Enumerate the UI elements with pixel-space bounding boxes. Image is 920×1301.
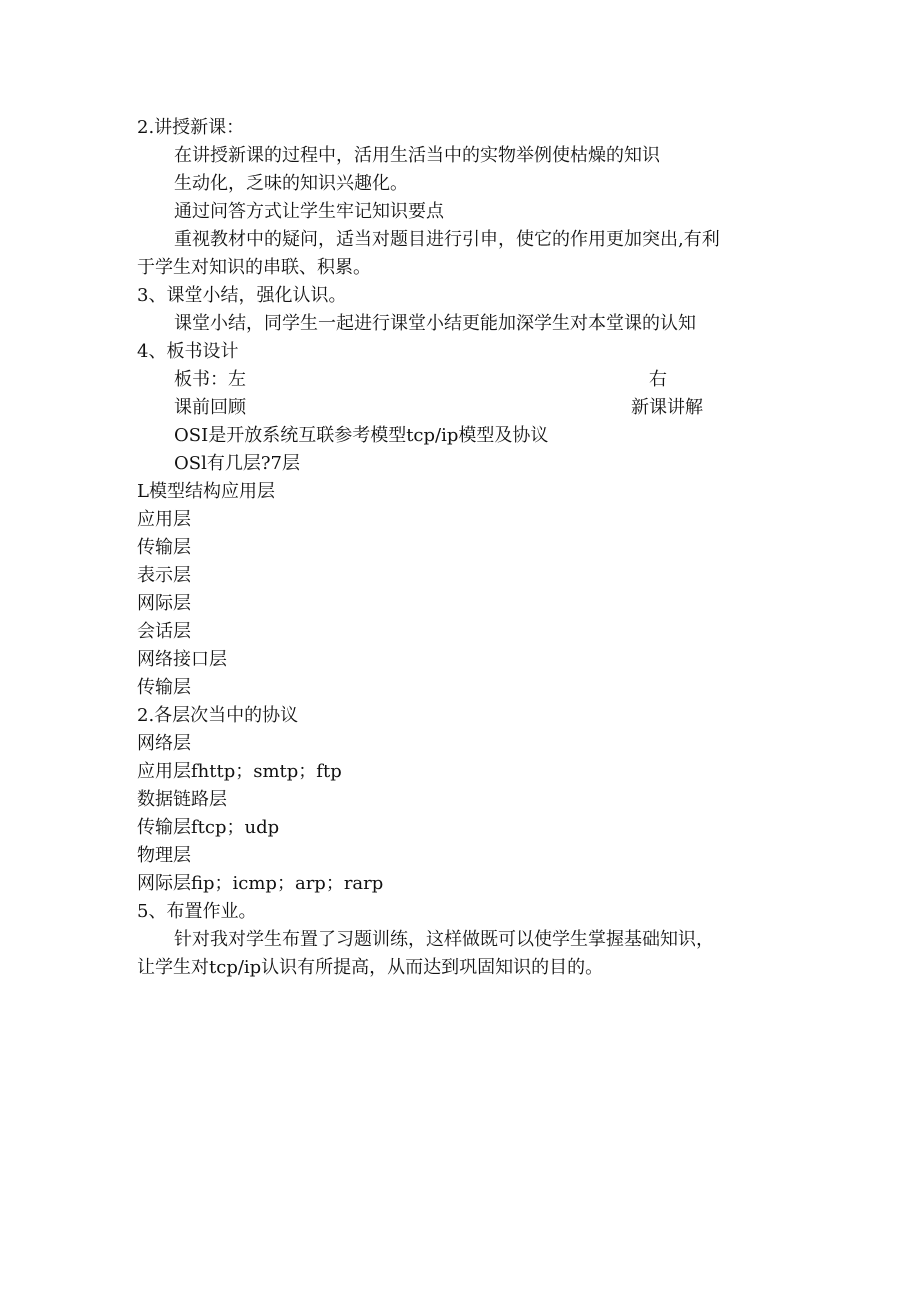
section-heading-class-summary: 3、课堂小结，强化认识。 <box>137 285 347 306</box>
list-item: 应用层 <box>137 509 191 530</box>
list-item: 网际层fip；icmp；arp；rarp <box>137 873 384 894</box>
section-heading-homework: 5、布置作业。 <box>137 901 257 922</box>
list-item: 传输层 <box>137 537 191 558</box>
board-line: OSl有几层?7层 <box>174 453 300 474</box>
list-item: 网络层 <box>137 733 191 754</box>
list-item: 表示层 <box>137 565 191 586</box>
board-right-content: 新课讲解 <box>631 397 703 418</box>
section-heading-teach-new-lesson: 2.讲授新课： <box>137 117 245 138</box>
list-item: 传输层ftcp；udp <box>137 817 280 838</box>
list-item: 数据链路层 <box>137 789 227 810</box>
list-item: 物理层 <box>137 845 191 866</box>
list-item: 网际层 <box>137 593 191 614</box>
paragraph-line: 于学生对知识的串联、积累。 <box>137 257 371 278</box>
paragraph-line: 针对我对学生布置了习题训练，这样做既可以使学生掌握基础知识， <box>174 929 714 950</box>
board-right-label: 右 <box>649 369 667 390</box>
list-item: 网络接口层 <box>137 649 227 670</box>
paragraph-line: 在讲授新课的过程中，活用生活当中的实物举例使枯燥的知识 <box>174 145 660 166</box>
list-item: L模型结构应用层 <box>137 481 275 502</box>
board-layout-row <box>137 366 797 394</box>
paragraph-line: 课堂小结，同学生一起进行课堂小结更能加深学生对本堂课的认知 <box>174 313 696 334</box>
paragraph-line: 生动化，乏味的知识兴趣化。 <box>174 173 408 194</box>
list-item: 会话层 <box>137 621 191 642</box>
section-heading-board-design: 4、板书设计 <box>137 341 239 362</box>
paragraph-line: 让学生对tcp/ip认识有所提高，从而达到巩固知识的目的。 <box>137 957 604 978</box>
list-item: 传输层 <box>137 677 191 698</box>
paragraph-line: 重视教材中的疑问，适当对题目进行引申，使它的作用更加突出,有利 <box>174 229 720 250</box>
board-left-content: 课前回顾 <box>174 397 246 418</box>
board-line: OSI是开放系统互联参考模型tcp/ip模型及协议 <box>174 425 549 446</box>
paragraph-line: 通过问答方式让学生牢记知识要点 <box>174 201 444 222</box>
board-layout-row <box>137 394 797 422</box>
board-left-label: 板书：左 <box>174 369 246 390</box>
document-body <box>137 114 797 982</box>
list-item: 应用层fhttp；smtp；ftp <box>137 761 342 782</box>
list-item: 2.各层次当中的协议 <box>137 705 299 726</box>
